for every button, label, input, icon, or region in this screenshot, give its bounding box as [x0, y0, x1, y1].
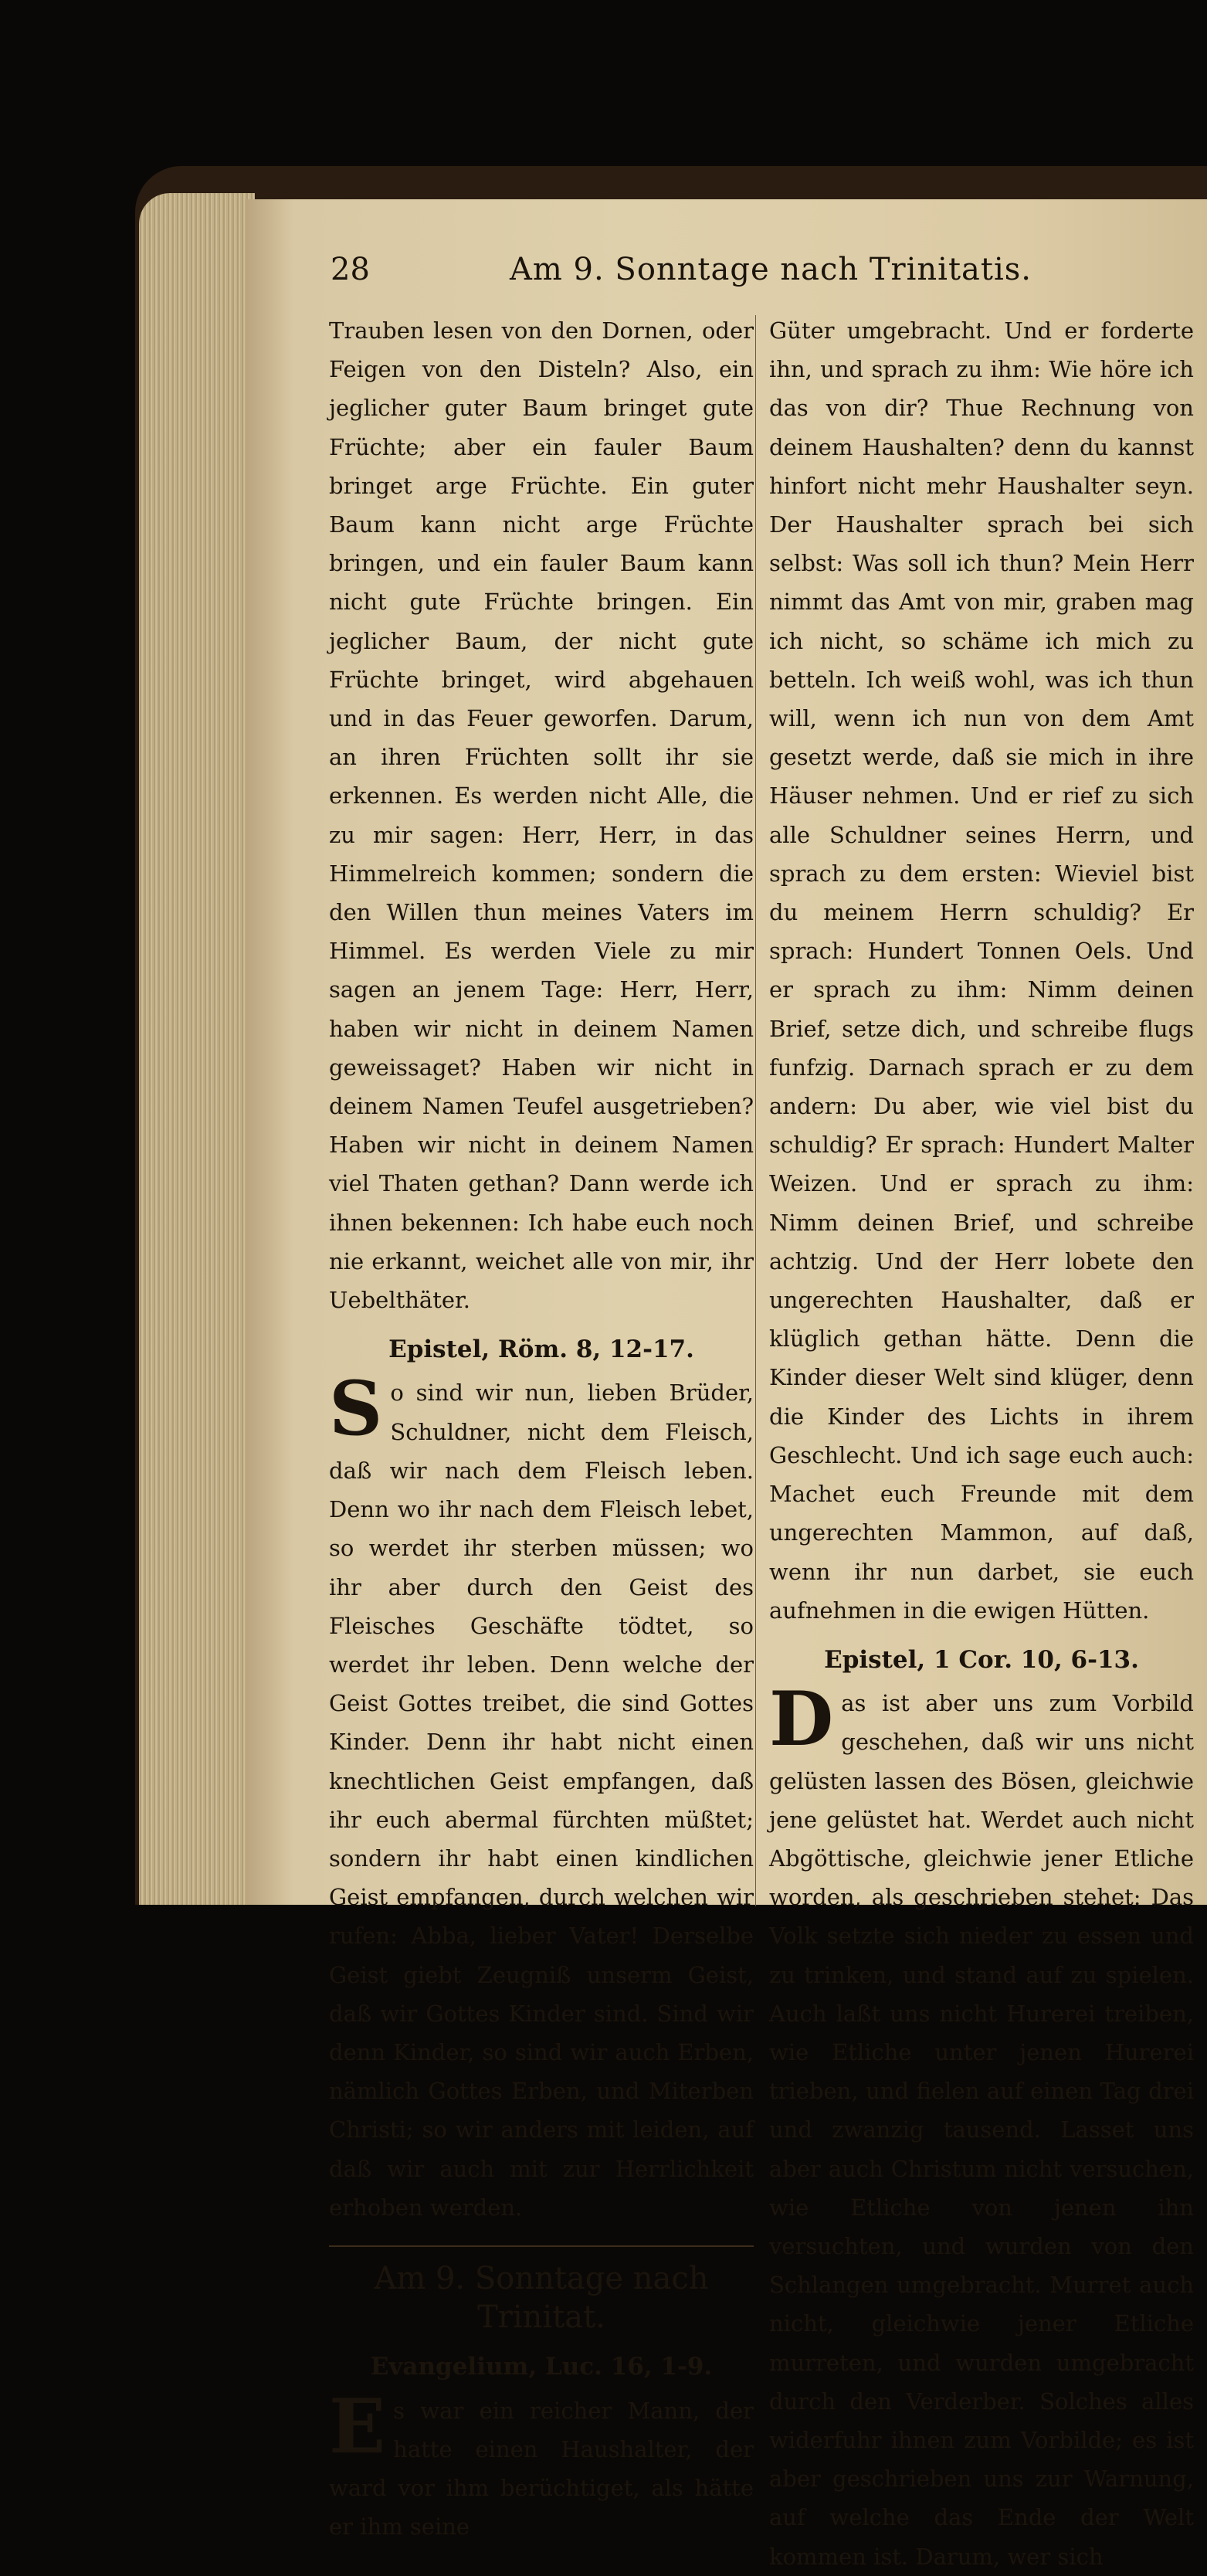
drop-cap: D [769, 1675, 834, 1763]
epistle-paragraph [329, 1365, 754, 2226]
drop-cap: S [329, 1365, 383, 1453]
drop-cap: E [329, 2382, 386, 2470]
column-rule [755, 315, 756, 1906]
gospel-heading: Evangelium, Luc. 16, 1-9. [370, 2353, 713, 2381]
epistle-text: o sind wir nun, lieben Brüder, Schuldner, nicht dem Fleisch, daß wir nach dem Fleisch leben. Denn wo ihr nach dem Fleisch lebet, so werdet ihr sterben müssen; wo ihr aber durch den Geist des Fleisches Geschäfte tödtet, so werdet ihr leben. Denn welche der Geist Gottes treibet, die sind Gottes Kinder. Denn ihr habt nicht einen knechtlichen Geist empfangen, daß ihr euch abermal fürchten müßtet; sondern ihr habt einen kindlichen Geist empfangen, durch welchen wir rufen: Abba, lieber Vater! Derselbe Geist giebt Zeugniß unserm Geist, daß wir Gottes Kinder sind. Sind wir denn Kinder, so sind wir auch Erben, nämlich Gottes Erben, und Miterben Christi; so wir anders mit leiden, auf daß wir auch mit zur Herrlichkeit erhoben werden. [329, 1380, 754, 2221]
right-column [769, 311, 1194, 2576]
book-page [246, 199, 1207, 2570]
section-divider [329, 2245, 754, 2247]
gospel-continuation-text: Güter umgebracht. Und er forderte ihn, und sprach zu ihm: Wie höre ich das von dir? Thue Rechnung von deinem Haushalten? denn du kannst hinfort nicht mehr Haushalter seyn. Der Haushalter sprach bei sich selbst: Was soll ich thun? Mein Herr nimmt das Amt von mir, graben mag ich nicht, so schäme ich mich zu betteln. Ich weiß wohl, was ich thun will, wenn ich nun von dem Amt gesetzt werde, daß sie mich in ihre Häuser nehmen. Und er rief zu sich alle Schuldner seines Herrn, und sprach zu dem ersten: Wieviel bist du meinem Herrn schuldig? Er sprach: Hundert Tonnen Oels. Und er sprach zu ihm: Nimm deinen Brief, setze dich, und schreibe flugs funfzig. Darnach sprach er zu dem andern: Du aber, wie viel bist du schuldig? Er sprach: Hundert Malter Weizen. Und er sprach zu ihm: Nimm deinen Brief, und schreibe achtzig. Und der Herr lobete den ungerechten Haushalter, daß er klüglich gethan hätte. Denn die Kinder dieser Welt sind klüger, denn die Kinder des Lichts in ihrem Geschlecht. Und ich sage euch auch: Machet euch Freunde mit dem ungerechten Mammon, auf daß, wenn ihr nun darbet, sie euch aufnehmen in die ewigen Hütten. [769, 317, 1194, 1624]
page-header [331, 252, 1207, 298]
epistle-heading: Epistel, 1 Cor. 10, 6-13. [824, 1645, 1139, 1674]
epistle-paragraph [769, 1675, 1194, 2576]
gospel-paragraph [329, 2382, 754, 2547]
gospel-text: s war ein reicher Mann, der hatte einen Haushalter, der ward vor ihm berüchtiget, als hätte er ihm seine [329, 2397, 754, 2540]
page-edges [139, 193, 255, 1905]
epistle-heading: Epistel, Röm. 8, 12-17. [388, 1336, 694, 1364]
page-number: 28 [331, 252, 370, 287]
running-head: Am 9. Sonntage nach Trinitatis. [510, 252, 1032, 287]
gospel-continuation-text: Trauben lesen von den Dornen, oder Feigen von den Disteln? Also, ein jeglicher guter Baum bringet gute Früchte; aber ein fauler Baum bringet arge Früchte. Ein guter Baum kann nicht arge Früchte bringen, und ein fauler Baum kann nicht gute Früchte bringen. Ein jeglicher Baum, der nicht gute Früchte bringet, wird abgehauen und in das Feuer geworfen. Darum, an ihren Früchten sollt ihr sie erkennen. Es werden nicht Alle, die zu mir sagen: Herr, Herr, in das Himmelreich kommen; sondern die den Willen thun meines Vaters im Himmel. Es werden Viele zu mir sagen an jenem Tage: Herr, Herr, haben wir nicht in deinem Namen geweissaget? Haben wir nicht in deinem Namen Teufel ausgetrieben? Haben wir nicht in deinem Namen viel Thaten gethan? Dann werde ich ihnen bekennen: Ich habe euch noch nie erkannt, weichet alle von mir, ihr Uebelthäter. [329, 317, 754, 1314]
sunday-title: Am 9. Sonntage nach Trinitat. [374, 2260, 709, 2336]
left-column [329, 311, 754, 2546]
epistle-text: as ist aber uns zum Vorbild geschehen, daß wir uns nicht gelüsten lassen des Bösen, gleichwie jene gelüstet hat. Werdet auch nicht Abgöttische, gleichwie jener Etliche worden, als geschrieben stehet: Das Volk setzte sich nieder zu essen und zu trinken, und stand auf zu spielen. Auch laßt uns nicht Hurerei treiben, wie Etliche unter jenen Hurerei trieben, und fielen auf einen Tag drei und zwanzig tausend. Lasset uns aber auch Christum nicht versuchen, wie Etliche von jenen ihn versuchten, und wurden von den Schlangen umgebracht. Murret auch nicht, gleichwie jener Etliche murreten, und wurden umgebracht durch den Verderber. Solches alles widerfuhr ihnen zum Vorbilde; es ist aber geschrieben uns zur Warnung, auf welche das Ende der Welt kommen ist. Darum, wer sich [769, 1690, 1194, 2570]
